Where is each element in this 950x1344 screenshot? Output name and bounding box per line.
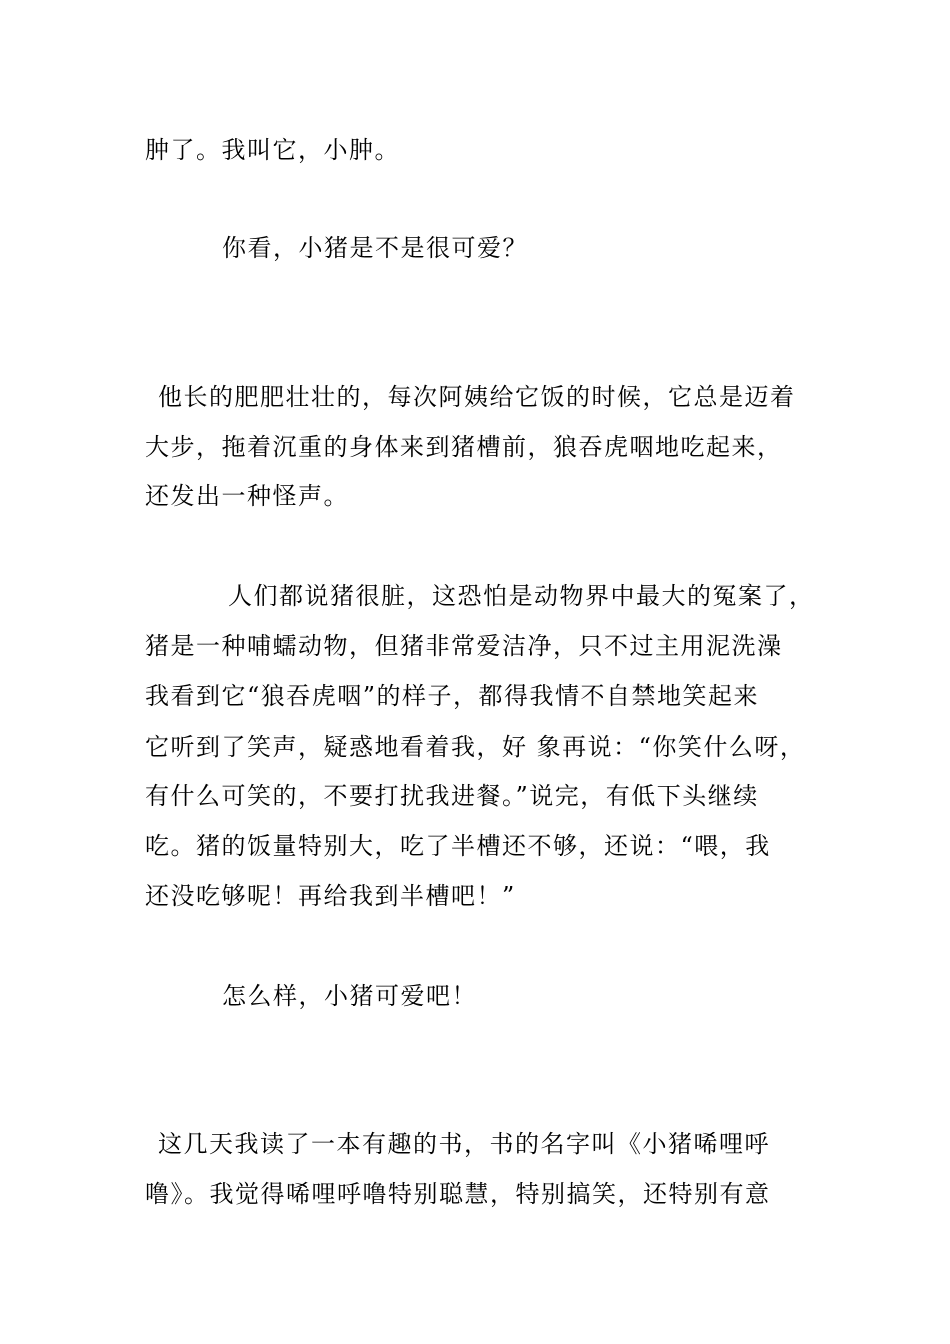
text-line: 吃。猪的饭量特别大，吃了半槽还不够，还说：“喂，我 xyxy=(145,832,771,860)
text-line: 还发出一种怪声。 xyxy=(145,482,349,510)
text-line: 我看到它“狼吞虎咽”的样子，都得我情不自禁地笑起来 xyxy=(145,682,760,710)
text-line: 大步，拖着沉重的身体来到猪槽前，狼吞虎咽地吃起来， xyxy=(145,433,783,461)
text-line: 怎么样，小猪可爱吧！ xyxy=(222,982,477,1010)
text-line: 肿了。我叫它，小肿。 xyxy=(145,136,400,164)
text-line: 有什么可笑的，不要打扰我进餐。”说完，有低下头继续 xyxy=(145,782,759,810)
text-line: 它听到了笑声，疑惑地看着我，好 象再说：“你笑什么呀， xyxy=(145,733,806,761)
text-line: 人们都说猪很脏，这恐怕是动物界中最大的冤案了， xyxy=(228,582,815,610)
text-line: 他长的肥肥壮壮的，每次阿姨给它饭的时候，它总是迈着 xyxy=(158,383,796,411)
text-line: 噜》。我觉得唏哩呼噜特别聪慧，特别搞笑，还特别有意 xyxy=(145,1180,771,1208)
text-line: 还没吃够呢！再给我到半槽吧！” xyxy=(145,882,516,910)
text-line: 这几天我读了一本有趣的书，书的名字叫《小猪唏哩呼 xyxy=(158,1130,770,1158)
text-line: 你看，小猪是不是很可爱？ xyxy=(222,234,528,262)
text-line: 猪是一种哺蠕动物，但猪非常爱洁净，只不过主用泥洗澡 xyxy=(145,632,783,660)
